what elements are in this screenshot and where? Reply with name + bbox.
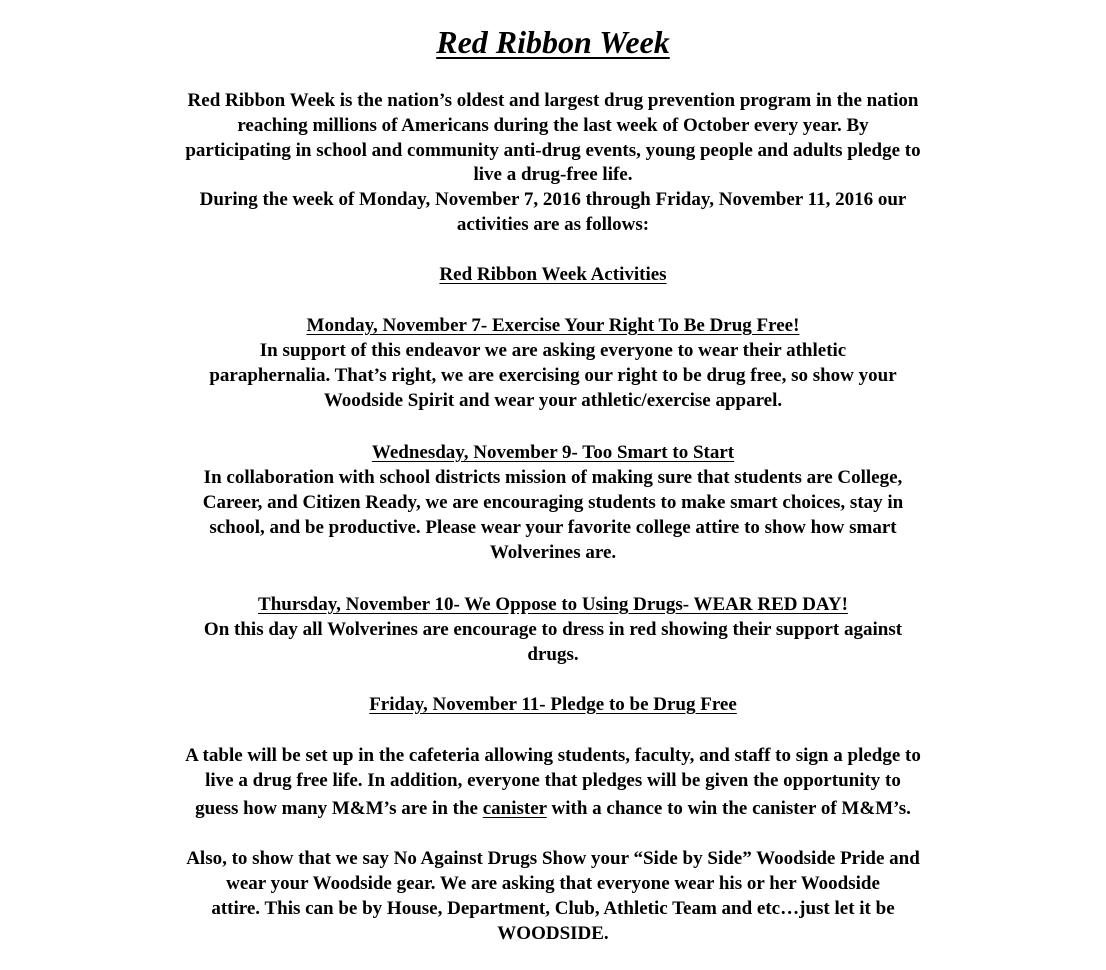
intro-line: live a drug-free life. xyxy=(473,164,633,185)
friday-line: A table will be set up in the cafeteria allowing students, faculty, and staff to sign a pledge to xyxy=(185,745,921,766)
closing-line: WOODSIDE. xyxy=(497,923,609,944)
thursday-heading: Thursday, November 10- We Oppose to Using Drugs- WEAR RED DAY! xyxy=(258,594,848,615)
monday-line: In support of this endeavor we are asking everyone to wear their athletic xyxy=(259,340,847,361)
friday-heading: Friday, November 11- Pledge to be Drug Free xyxy=(369,694,737,715)
monday-line: Woodside Spirit and wear your athletic/exercise apparel. xyxy=(323,390,783,411)
intro-line: Red Ribbon Week is the nation’s oldest and largest drug prevention program in the nation xyxy=(187,90,919,111)
thursday-line: On this day all Wolverines are encourage to dress in red showing their support against xyxy=(203,619,903,640)
monday-line: paraphernalia. That’s right, we are exercising our right to be drug free, so show your xyxy=(209,365,897,386)
intro-line: reaching millions of Americans during the last week of October every year. By xyxy=(237,115,869,136)
wednesday-line: Wolverines are. xyxy=(489,542,617,563)
closing-line: attire. This can be by House, Department, Club, Athletic Team and etc…just let it be xyxy=(211,898,895,919)
page-title: Red Ribbon Week xyxy=(436,24,670,60)
closing-line: Also, to show that we say No Against Drugs Show your “Side by Side” Woodside Pride and xyxy=(186,848,920,869)
closing-line: wear your Woodside gear. We are asking that everyone wear his or her Woodside xyxy=(226,873,880,894)
intro-line: participating in school and community anti-drug events, young people and adults pledge to xyxy=(185,140,921,161)
friday-line xyxy=(0,797,1106,821)
intro-line: During the week of Monday, November 7, 2016 through Friday, November 11, 2016 our xyxy=(199,189,907,210)
intro-line: activities are as follows: xyxy=(456,214,650,235)
monday-heading: Monday, November 7- Exercise Your Right To Be Drug Free! xyxy=(306,315,800,336)
wednesday-line: In collaboration with school districts mission of making sure that students are College, xyxy=(203,467,903,488)
friday-line: live a drug free life. In addition, everyone that pledges will be given the opportunity to xyxy=(205,770,901,791)
activities-heading: Red Ribbon Week Activities xyxy=(439,264,667,285)
thursday-line: drugs. xyxy=(527,644,579,665)
wednesday-line: Career, and Citizen Ready, we are encouraging students to make smart choices, stay in xyxy=(202,492,904,513)
friday-line-text: with a chance to win the canister of M&M’s. xyxy=(546,798,911,819)
wednesday-heading: Wednesday, November 9- Too Smart to Start xyxy=(371,442,735,463)
friday-line-text: guess how many M&M’s are in the xyxy=(195,798,483,819)
canister-word: canister xyxy=(482,798,547,819)
wednesday-line: school, and be productive. Please wear your favorite college attire to show how smart xyxy=(209,517,897,538)
